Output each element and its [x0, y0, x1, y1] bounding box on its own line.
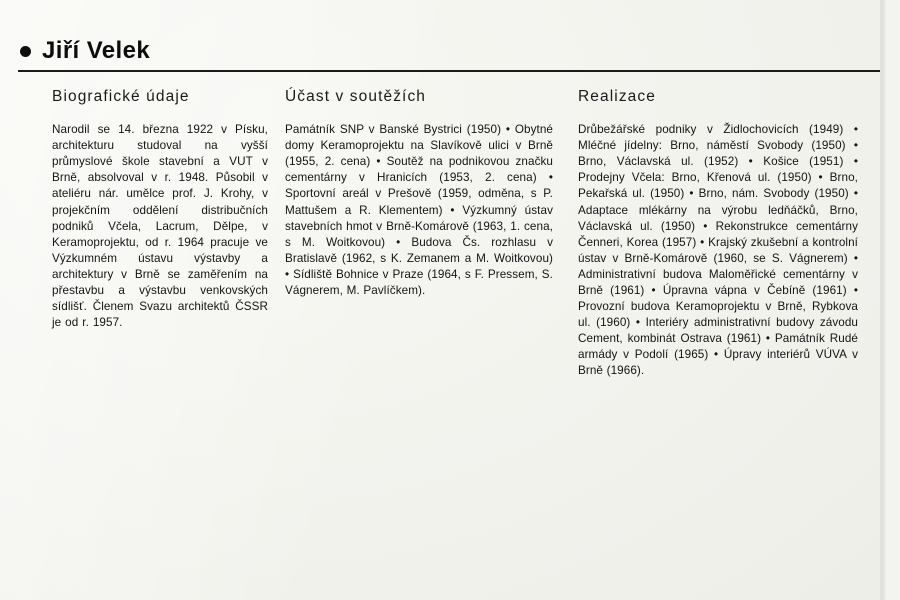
column-realizations [578, 88, 858, 380]
column-body-biographical: Narodil se 14. března 1922 v Písku, architekturu studoval na vyšší průmyslové škole stavební a VUT v Brně, absolvoval v r. 1948. Působil v ateliéru nár. umělce prof. J. Krohy, v projekčním oddělení distribučních podniků Včela, Lacrum, Dělpe, v Keramoprojektu, od r. 1964 pracuje ve Výzkumném ústavu výstavby a architektury v Brně se zaměřením na přestavbu a výstavbu venkovských sídlišť. Členem Svazu architektů ČSSR je od r. 1957. [52, 123, 268, 330]
column-biographical-data [52, 88, 268, 331]
page-title: Jiří Velek [42, 37, 151, 64]
column-body-competitions: Památník SNP v Banské Bystrici (1950) • Obytné domy Keramoprojektu na Slavíkově ulici v Brně (1955, 2. cena) • Soutěž na podnikovou značku cementárny v Hranicích (1953, 2. cena) • Sportovní areál v Prešově (1959, odměna, s P. Mattušem a R. Klementem) • Výzkumný ústav stavebních hmot v Brně-Komárově (1963, 1. cena, s M. Woitkovou) • Budova Čs. rozhlasu v Bratislavě (1962, s K. Zemanem a M. Woitkovou) • Sídliště Bohnice v Praze (1964, s F. Pressem, S. Vágnerem, M. Pavlíčkem). [285, 123, 553, 297]
page-edge-outer-margin [886, 0, 900, 600]
column-heading-realizations: Realizace [578, 88, 656, 105]
column-heading-biographical: Biografické údaje [52, 88, 190, 105]
entry-title-row [20, 36, 520, 66]
title-divider-rule [18, 70, 880, 72]
column-competitions [285, 88, 553, 299]
column-body-realizations: Drůbežářské podniky v Židlochovicích (1949) • Mléčné jídelny: Brno, náměstí Svobody (1950) • Brno, Václavská ul. (1952) • Košice (1951) • Prodejny Včela: Brno, Křenová ul. (1950) • Brno, Pekařská ul. (1950) • Brno, nám. Svobody (1950) • Adaptace mlékárny na výrobu ledňáčků, Brno, Václavská ul. (1950) • Rekonstrukce cementárny Čenneri, Korea (1957) • Krajský zkušební a kontrolní ústav v Brně-Komárově (1960, se S. Vágnerem) • Administrativní budova Maloměřické cementárny v Brně (1961) • Úpravna vápna v Čebíně (1961) • Provozní budova Keramoprojektu v Brně, Rybkova ul. (1960) • Interiéry administrativní budovy závodu Cement, kombinát Ostrava (1961) • Památník Rudé armády v Podolí (1965) • Úpravy interiérů VÚVA v Brně (1966). [578, 123, 858, 378]
bullet-icon [20, 46, 31, 57]
column-heading-competitions: Účast v soutěžích [285, 88, 427, 105]
